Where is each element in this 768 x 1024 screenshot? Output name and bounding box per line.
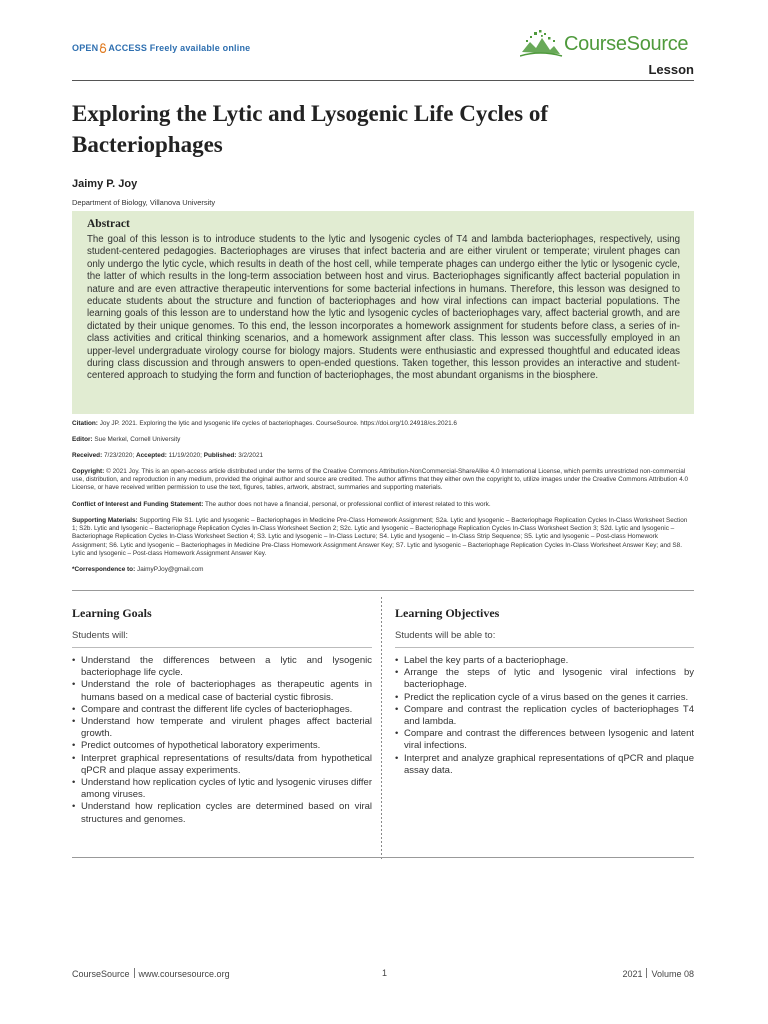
learning-goals-heading: Learning Goals	[72, 606, 152, 620]
section-tag: Lesson	[648, 62, 694, 77]
footer-volume-number: Volume 08	[651, 969, 694, 979]
copyright-text: © 2021 Joy. This is an open-access article distributed under the terms of the Creative Commons Attribution-NonCommercial-ShareAlike 4.0 International License, which permits unrestricted non-commercial use, distribution, and reproduction in any medium, provided the original author and source are credited. The author affirms that they either own the copyright to, utilize images under the Creative Commons Attribution 4.0 License, or have received written permission to use the text, figures, tables, artwork, abstract, summaries and supporting materials.	[72, 468, 689, 492]
abstract-heading: Abstract	[87, 218, 130, 230]
learning-goal-item: • Compare and contrast the different life cycles of bacteriophages.	[72, 704, 372, 716]
copyright-block	[72, 468, 694, 493]
learning-objective-item: • Compare and contrast the replication cycles of bacteriophages T4 and lambda.	[395, 704, 694, 728]
supporting-text: Supporting File S1. Lytic and lysogenic – Bacteriophages in Medicine Pre-Class Homework Assignment; S2a. Lytic and lysogenic – Bacteriophage Replication Cycles In-Class Worksheet Section 1; S2b. Lytic and lysogenic – Bacteriophage Replication Cycles In-Class Worksheet Section 2; S2c. Lytic and lysogenic – Bacteriophage Replication Cycles In-Class Worksheet Section 3; S2d. Lytic and lysogenic – Bacteriophage Replication Cycles In-Class Worksheet Section 4; S3. Lytic and lysogenic – In-Class Lecture; S4. Lytic and lysogenic – In-Class Strip Sequence; S5. Lytic and lysogenic – Post-class Homework Assignment; S6. Lytic and lysogenic – Bacteriophages in Medicine Pre-Class Homework Assignment Answer Key; S7. Lytic and lysogenic – Bacteriophage Replication Cycles In-Class Worksheet Answer Key; and S8. Lytic and lysogenic – Post-class Homework Assignment Answer Key.	[72, 517, 688, 557]
learning-goal-item: • Interpret graphical representations of results/data from hypothetical qPCR and plaque assay experiments.	[72, 753, 372, 777]
published-label: Published:	[203, 452, 237, 459]
editor-line	[72, 436, 694, 444]
learning-objectives-divider	[395, 647, 694, 648]
learning-goal-item: • Understand the differences between a lytic and lysogenic bacteriophage life cycle.	[72, 655, 372, 679]
learning-goal-item: • Understand how replication cycles are determined based on viral structures and genomes.	[72, 801, 372, 825]
abstract-body: The goal of this lesson is to introduce students to the lytic and lysogenic cycles of T4 and lambda bacteriophages, respectively, using student-centered pedagogies. Bacteriophages are viruses that infect bacteria and are either virulent or temperate; virulent phages can only undergo the lytic cycle, which results in death of the host cell, while temperate phages can undergo either the lytic or lysogenic cycle, the latter of which results in the long-term association between host and virus. Bacteriophages significantly affect bacterial population in nature and are even attractive therapeutic interventions for some bacterial infections in humans. Therefore, this lesson was designed to educate students about the structure and function of bacteriophages and how viral infections can impact bacterial populations. The learning goals of this lesson are to understand how the lytic and lysogenic cycles of bacteriophages vary, affect bacterial growth, and are dictated by their unique genomes. To this end, the lesson incorporates a homework assignment for students before class, a series of in-class activities and critical thinking scenarios, and a homework assignment after class. This lesson was successfully employed in an upper-level undergraduate virology course for biology majors. Students were enthusiastic and expressed thoughtful and educated ideas during class discussion and through answers to open-ended questions. Taken together, this lesson provides an interactive and student-centered approach to studying the form and function of bacteriophages, the most abundant organisms in the biosphere.	[87, 234, 680, 382]
metadata-divider	[72, 590, 694, 591]
learning-objective-item: • Label the key parts of a bacteriophage.	[395, 655, 694, 667]
editor-text: Sue Merkel, Cornell University	[94, 436, 181, 443]
article-title: Exploring the Lytic and Lysogenic Life Cycles of Bacteriophages	[72, 101, 548, 157]
article-author: Jaimy P. Joy	[72, 178, 138, 190]
conflict-label: Conflict of Interest and Funding Statement:	[72, 501, 204, 508]
learning-goals-intro: Students will:	[72, 630, 128, 641]
column-divider	[381, 597, 382, 859]
citation-text[interactable]: Joy JP. 2021. Exploring the lytic and lysogenic life cycles of bacteriophages. CourseSource. https://doi.org/10.24918/cs.2021.6	[99, 420, 457, 427]
learning-goals-list	[72, 655, 372, 826]
author-affiliation: Department of Biology, Villanova University	[72, 198, 216, 207]
abstract-box	[72, 211, 694, 414]
footer-separator	[646, 968, 647, 978]
dates-line	[72, 452, 694, 460]
correspondence-line	[72, 566, 694, 574]
published-date: 3/2/2021	[238, 452, 264, 459]
supporting-label: Supporting Materials:	[72, 517, 138, 524]
learning-goals-divider	[72, 647, 372, 648]
correspondence-email[interactable]: JaimyPJoy@gmail.com	[137, 566, 204, 573]
editor-label: Editor:	[72, 436, 93, 443]
open-access-prefix: OPEN	[72, 43, 99, 53]
correspondence-label: *Correspondence to:	[72, 566, 136, 573]
learning-objectives-list	[395, 655, 694, 777]
open-access-banner	[72, 43, 250, 53]
open-lock-icon	[99, 43, 107, 53]
footer-journal	[72, 968, 230, 979]
learning-objectives-heading: Learning Objectives	[395, 606, 500, 620]
footer-page-number: 1	[382, 968, 388, 978]
learning-objective-item: • Compare and contrast the differences between lysogenic and latent viral infections.	[395, 728, 694, 752]
footer-journal-name: CourseSource	[72, 969, 130, 979]
conflict-text: The author does not have a financial, personal, or professional conflict of interest related to this work.	[205, 501, 491, 508]
received-label: Received:	[72, 452, 103, 459]
footer-separator	[134, 968, 135, 978]
learning-objective-item: • Interpret and analyze graphical representations of qPCR and plaque assay data.	[395, 753, 694, 777]
footer-year: 2021	[622, 969, 643, 979]
learning-objectives-intro: Students will be able to:	[395, 630, 496, 641]
supporting-materials-block	[72, 517, 694, 558]
body-bottom-divider	[72, 857, 694, 858]
copyright-label: Copyright:	[72, 468, 105, 475]
conflict-line	[72, 501, 694, 509]
open-access-suffix: ACCESS Freely available online	[108, 43, 251, 53]
learning-objective-item: • Arrange the steps of lytic and lysogenic viral infections by bacteriophage.	[395, 667, 694, 691]
accepted-label: Accepted:	[135, 452, 167, 459]
footer-website-link[interactable]: www.coursesource.org	[138, 969, 230, 979]
coursesource-logo-text: CourseSource	[564, 33, 689, 55]
learning-goal-item: • Understand the role of bacteriophages as therapeutic agents in humans based on a medical case of bacterial cystic fibrosis.	[72, 679, 372, 703]
learning-goal-item: • Understand how temperate and virulent phages affect bacterial growth.	[72, 716, 372, 740]
citation-line	[72, 420, 694, 428]
learning-objective-item: • Predict the replication cycle of a virus based on the genes it carries.	[395, 692, 694, 704]
header-divider	[72, 80, 694, 81]
footer-volume	[622, 968, 694, 979]
learning-goal-item: • Understand how replication cycles of lytic and lysogenic viruses differ among viruses.	[72, 777, 372, 801]
learning-goal-item: • Predict outcomes of hypothetical laboratory experiments.	[72, 740, 372, 752]
accepted-date: 11/19/2020;	[168, 452, 202, 459]
citation-label: Citation:	[72, 420, 98, 427]
received-date: 7/23/2020;	[103, 452, 135, 459]
